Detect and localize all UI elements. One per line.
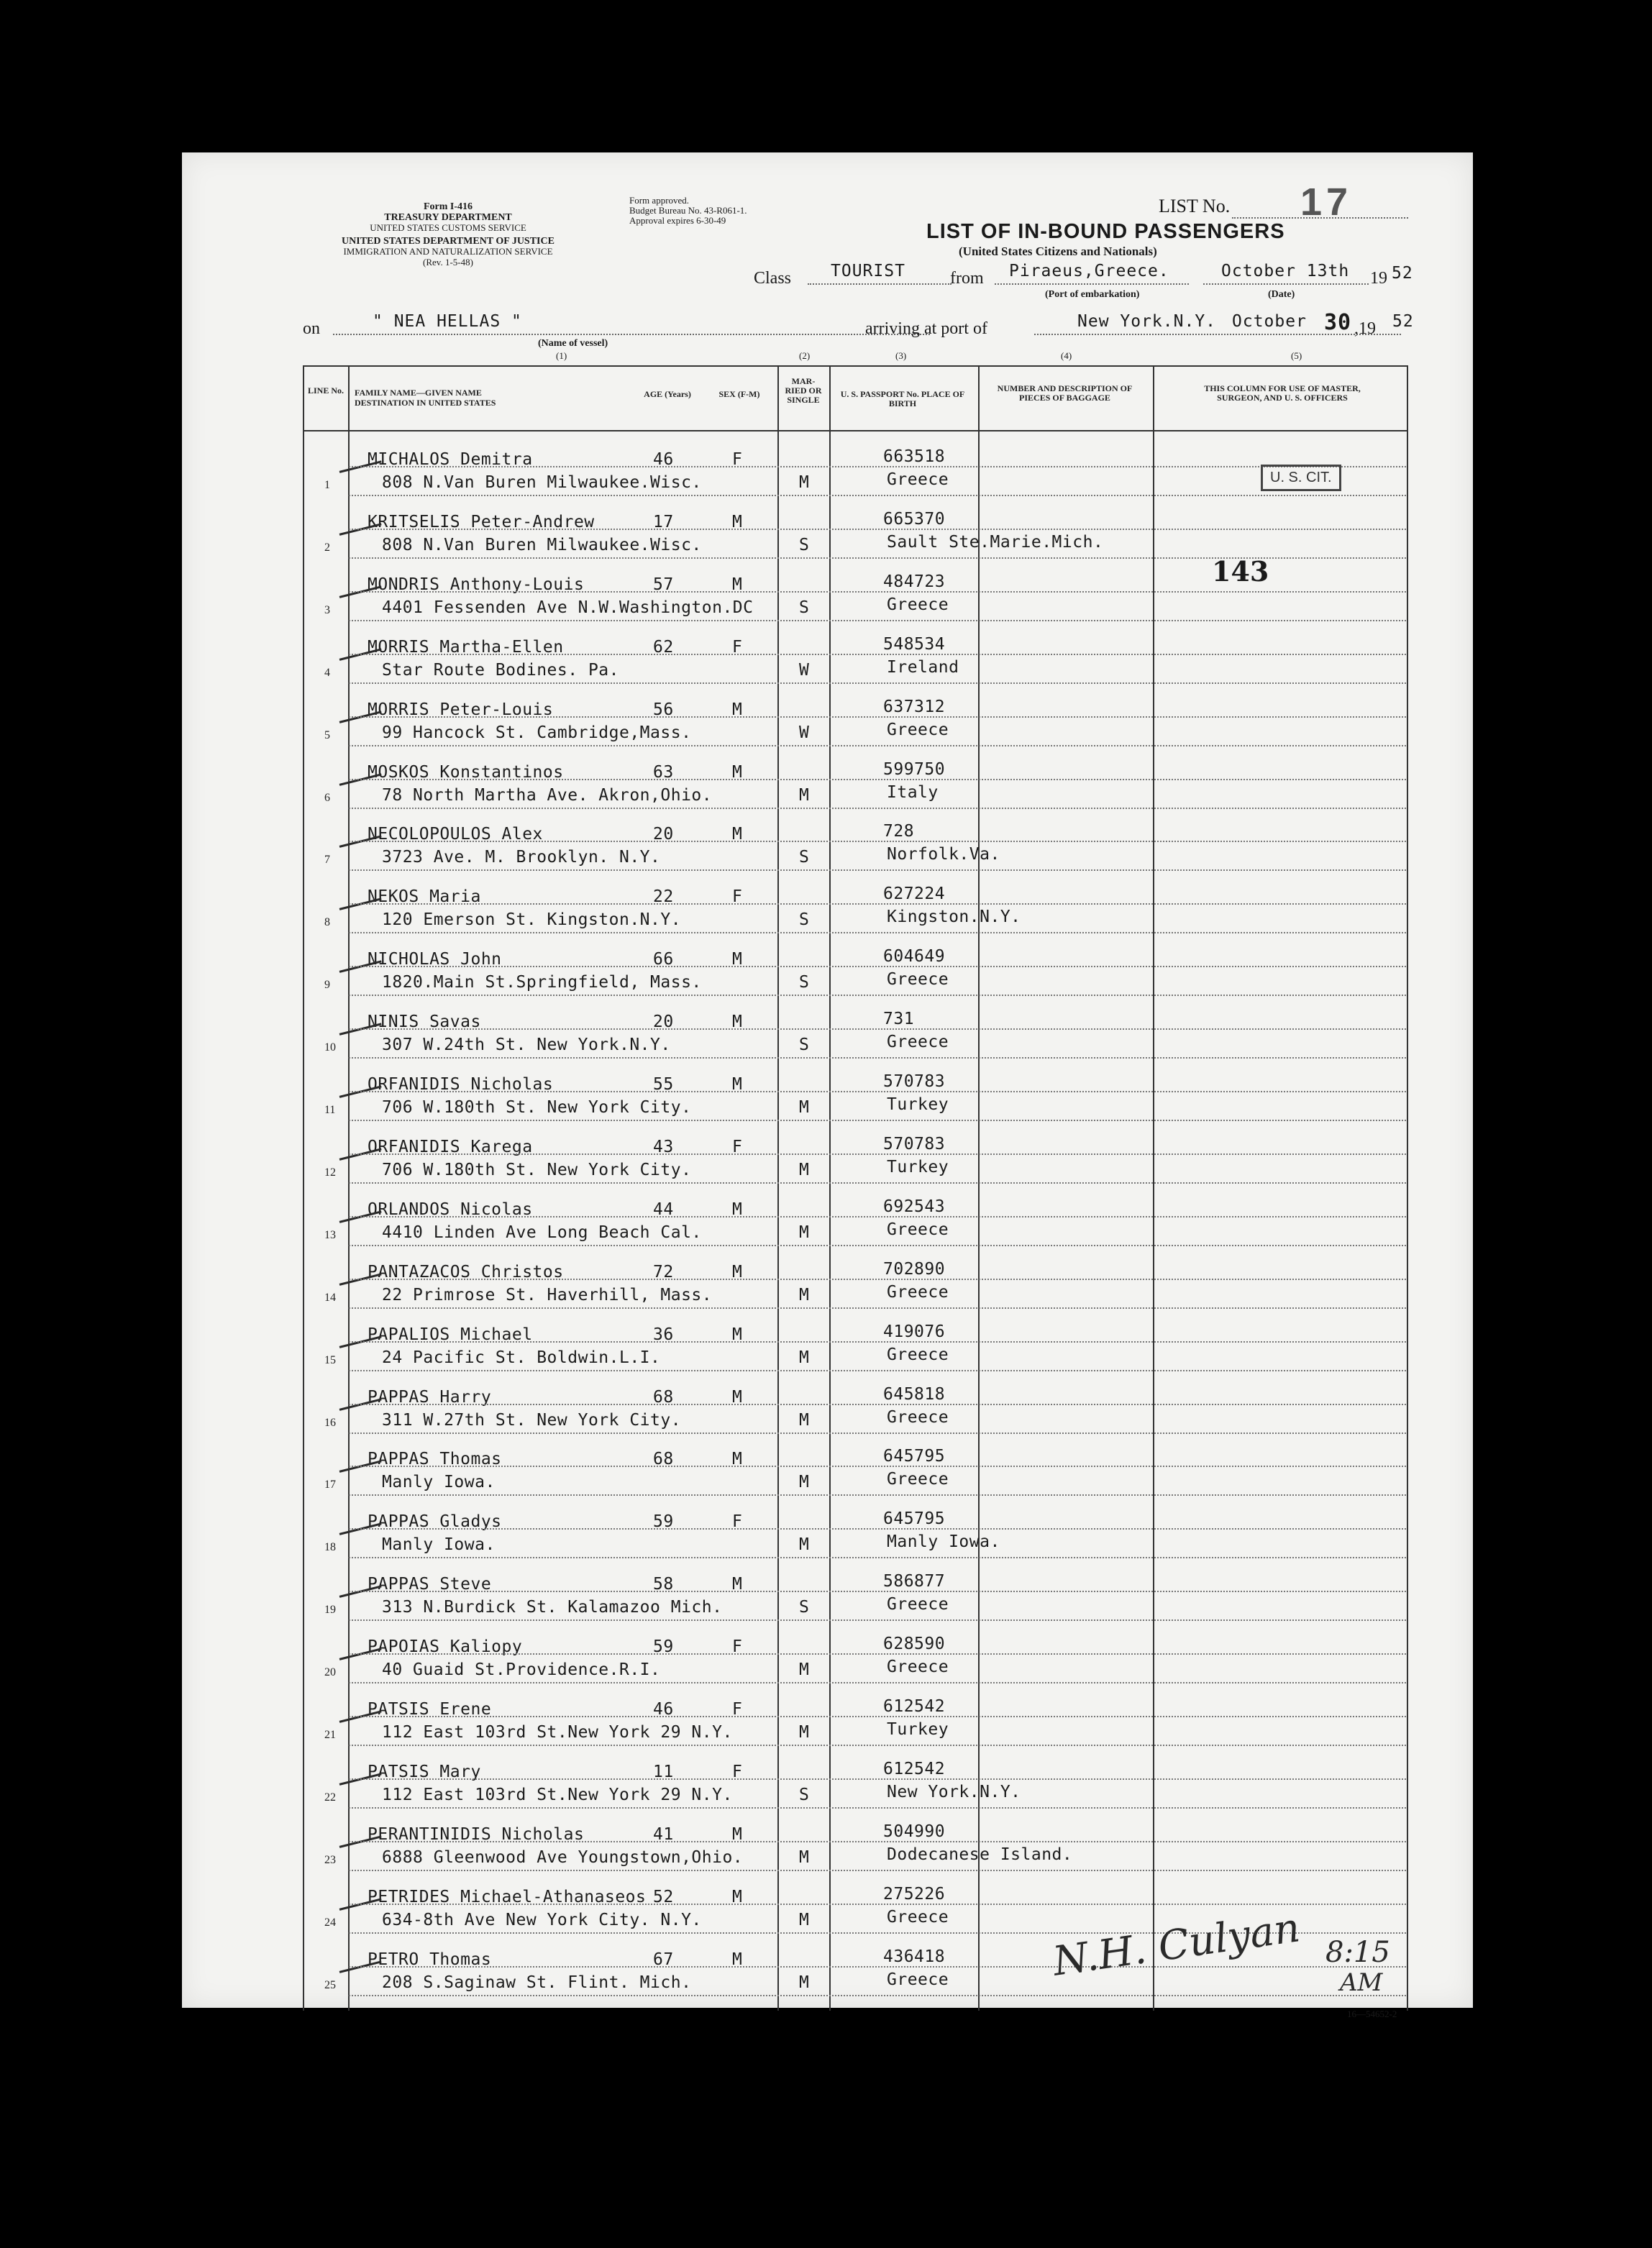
passenger-name: MONDRIS Anthony-Louis xyxy=(368,575,585,594)
passport-number: 419076 xyxy=(883,1322,946,1341)
date-label: (Date) xyxy=(1268,289,1295,300)
passenger-destination: 1820.Main St.Springfield, Mass. xyxy=(382,973,702,992)
line-number: 18 xyxy=(324,1541,336,1554)
passenger-name: MORRIS Martha-Ellen xyxy=(368,637,564,657)
passenger-marital-status: S xyxy=(799,598,810,617)
place-of-birth: Greece xyxy=(887,1282,949,1302)
passenger-marital-status: S xyxy=(799,910,810,930)
passenger-age: 22 xyxy=(653,887,674,907)
passport-number: 637312 xyxy=(883,697,946,716)
passport-number: 645795 xyxy=(883,1509,946,1529)
line-number: 23 xyxy=(324,1853,336,1866)
passenger-name: PATSIS Mary xyxy=(368,1762,481,1781)
place-of-birth: Greece xyxy=(887,1407,949,1427)
passenger-destination: 4410 Linden Ave Long Beach Cal. xyxy=(382,1223,702,1242)
place-of-birth: Turkey xyxy=(887,1720,949,1739)
customs-service: UNITED STATES CUSTOMS SERVICE xyxy=(370,222,526,233)
passenger-destination: 706 W.180th St. New York City. xyxy=(382,1160,692,1179)
line-number: 8 xyxy=(324,916,330,929)
line-number: 19 xyxy=(324,1604,336,1617)
place-of-birth: Ireland xyxy=(887,657,959,677)
table-row xyxy=(182,1499,1473,1561)
arrival-port: New York.N.Y. xyxy=(1077,312,1217,331)
passenger-marital-status: S xyxy=(799,973,810,992)
table-row xyxy=(182,1750,1473,1811)
passenger-sex: M xyxy=(732,1887,743,1906)
document-subtitle: (United States Citizens and Nationals) xyxy=(959,245,1157,258)
passenger-marital-status: M xyxy=(799,1723,810,1742)
passenger-name: PANTAZACOS Christos xyxy=(368,1262,564,1281)
passenger-name: MOSKOS Konstantinos xyxy=(368,762,564,782)
table-row xyxy=(182,1812,1473,1874)
vessel-name-label: (Name of vessel) xyxy=(538,338,608,349)
passenger-sex: M xyxy=(732,1387,743,1407)
line-number: 20 xyxy=(324,1666,336,1679)
passenger-destination: 311 W.27th St. New York City. xyxy=(382,1410,682,1430)
passenger-name: KRITSELIS Peter-Andrew xyxy=(368,512,595,531)
passenger-destination: 808 N.Van Buren Milwaukee.Wisc. xyxy=(382,473,702,492)
passenger-marital-status: M xyxy=(799,1098,810,1117)
inspector-signature: N.H. Culyan xyxy=(1050,1904,1303,1986)
place-of-birth: Greece xyxy=(887,595,949,614)
table-row xyxy=(182,1625,1473,1686)
passport-number: 728 xyxy=(883,822,915,841)
passport-number: 604649 xyxy=(883,947,946,967)
passenger-marital-status: M xyxy=(799,1223,810,1242)
passenger-destination: 120 Emerson St. Kingston.N.Y. xyxy=(382,910,682,930)
line-number: 3 xyxy=(324,603,330,616)
list-number: 17 xyxy=(1300,181,1353,224)
passenger-marital-status: M xyxy=(799,785,810,805)
table-row xyxy=(182,1187,1473,1249)
place-of-birth: Turkey xyxy=(887,1095,949,1114)
column-baggage: NUMBER AND DESCRIPTION OF PIECES OF BAGGAGE xyxy=(997,383,1133,403)
passenger-marital-status: M xyxy=(799,1410,810,1430)
form-number: Form I-416 xyxy=(423,201,473,212)
passenger-destination: 24 Pacific St. Boldwin.L.I. xyxy=(382,1348,661,1367)
passenger-name: PATSIS Erene xyxy=(368,1700,492,1719)
passenger-age: 41 xyxy=(653,1824,674,1844)
passenger-destination: 40 Guaid St.Providence.R.I. xyxy=(382,1660,661,1680)
column-passport: U. S. PASSPORT No. PLACE OF BIRTH xyxy=(840,389,965,408)
passenger-destination: 634-8th Ave New York City. N.Y. xyxy=(382,1910,702,1929)
passenger-marital-status: S xyxy=(799,1036,810,1055)
passenger-destination: 78 North Martha Ave. Akron,Ohio. xyxy=(382,785,713,805)
table-row xyxy=(182,562,1473,624)
place-of-birth: New York.N.Y. xyxy=(887,1782,1021,1801)
passenger-count: 143 xyxy=(1212,555,1269,588)
departure-year: 52 xyxy=(1392,264,1413,283)
place-of-birth: Greece xyxy=(887,1970,949,1989)
line-number: 22 xyxy=(324,1791,336,1804)
passenger-sex: F xyxy=(732,1637,743,1657)
passenger-sex: M xyxy=(732,1013,743,1032)
passenger-age: 20 xyxy=(653,1013,674,1032)
table-row xyxy=(182,812,1473,874)
passenger-marital-status: M xyxy=(799,1660,810,1680)
passenger-age: 62 xyxy=(653,637,674,657)
column-officers: THIS COLUMN FOR USE OF MASTER, SURGEON, AND U. S. OFFICERS xyxy=(1204,383,1361,403)
list-number-label: LIST No. xyxy=(1159,196,1231,216)
passenger-age: 68 xyxy=(653,1387,674,1407)
passenger-name: PAPPAS Harry xyxy=(368,1387,492,1407)
place-of-birth: Manly Iowa. xyxy=(887,1532,1000,1552)
passenger-age: 67 xyxy=(653,1950,674,1969)
passport-number: 570783 xyxy=(883,1072,946,1091)
line-number: 10 xyxy=(324,1041,336,1054)
column-married: MAR- RIED OR SINGLE xyxy=(785,376,822,405)
passenger-sex: M xyxy=(732,950,743,969)
line-number: 4 xyxy=(324,666,330,679)
from-label: from xyxy=(950,269,984,288)
passenger-destination: 6888 Gleenwood Ave Youngstown,Ohio. xyxy=(382,1847,744,1867)
passenger-sex: M xyxy=(732,1575,743,1594)
passport-number: 645818 xyxy=(883,1384,946,1404)
line-number: 25 xyxy=(324,1978,336,1991)
table-row xyxy=(182,874,1473,936)
passport-number: 599750 xyxy=(883,759,946,779)
line-number: 7 xyxy=(324,854,330,867)
passenger-name: PETRIDES Michael-Athanaseos xyxy=(368,1887,647,1906)
passport-number: 586877 xyxy=(883,1572,946,1591)
document-title: LIST OF IN-BOUND PASSENGERS xyxy=(926,220,1285,243)
passenger-sex: M xyxy=(732,1262,743,1281)
arrival-month: October xyxy=(1232,312,1307,331)
line-number: 15 xyxy=(324,1353,336,1366)
form-approved: Form approved. xyxy=(629,195,690,206)
vessel-name: " NEA HELLAS " xyxy=(373,312,522,331)
passenger-destination: 313 N.Burdick St. Kalamazoo Mich. xyxy=(382,1598,723,1617)
place-of-birth: Sault Ste.Marie.Mich. xyxy=(887,532,1104,552)
passenger-marital-status: M xyxy=(799,473,810,492)
embark-port: Piraeus,Greece. xyxy=(1009,262,1169,280)
passenger-name: ORLANDOS Nicolas xyxy=(368,1200,533,1219)
passport-number: 665370 xyxy=(883,509,946,529)
passenger-marital-status: M xyxy=(799,1973,810,1992)
passenger-sex: F xyxy=(732,1512,743,1532)
justice-dept: UNITED STATES DEPARTMENT OF JUSTICE xyxy=(342,236,555,247)
us-citizen-stamp: U. S. CIT. xyxy=(1261,465,1341,491)
passenger-age: 17 xyxy=(653,512,674,531)
line-number: 13 xyxy=(324,1228,336,1241)
budget-bureau: Budget Bureau No. 43-R061-1. xyxy=(629,205,747,216)
passport-number: 436418 xyxy=(883,1947,946,1966)
line-number: 9 xyxy=(324,979,330,992)
passenger-age: 11 xyxy=(653,1762,674,1781)
class-value: TOURIST xyxy=(831,262,905,280)
table-row xyxy=(182,1250,1473,1312)
passenger-marital-status: S xyxy=(799,1598,810,1617)
passport-number: 628590 xyxy=(883,1635,946,1654)
passenger-age: 46 xyxy=(653,1700,674,1719)
column-sex: SEX (F-M) xyxy=(718,389,760,399)
passenger-age: 46 xyxy=(653,450,674,469)
passenger-age: 44 xyxy=(653,1200,674,1219)
table-row xyxy=(182,1375,1473,1437)
port-embarkation-label: (Port of embarkation) xyxy=(1045,289,1140,300)
passenger-marital-status: S xyxy=(799,848,810,867)
line-number: 12 xyxy=(324,1166,336,1179)
passenger-age: 66 xyxy=(653,950,674,969)
passenger-name: ORFANIDIS Nicholas xyxy=(368,1075,554,1094)
table-row xyxy=(182,750,1473,812)
table-row xyxy=(182,937,1473,999)
arrival-day: 30 xyxy=(1324,310,1352,335)
passenger-destination: 706 W.180th St. New York City. xyxy=(382,1098,692,1117)
table-row xyxy=(182,500,1473,562)
table-row xyxy=(182,1000,1473,1061)
passenger-marital-status: M xyxy=(799,1847,810,1867)
inspection-time-ampm: AM xyxy=(1340,1968,1383,1997)
line-number: 14 xyxy=(324,1291,336,1304)
place-of-birth: Norfolk.Va. xyxy=(887,845,1000,864)
passenger-name: MICHALOS Demitra xyxy=(368,450,533,469)
place-of-birth: Greece xyxy=(887,1595,949,1614)
passenger-destination: 112 East 103rd St.New York 29 N.Y. xyxy=(382,1723,733,1742)
passenger-sex: F xyxy=(732,637,743,657)
passport-number: 484723 xyxy=(883,572,946,591)
table-row xyxy=(182,1437,1473,1499)
table-row xyxy=(182,1687,1473,1749)
column-age: AGE (Years) xyxy=(644,389,691,399)
passenger-sex: F xyxy=(732,1137,743,1156)
passenger-name: PAPPAS Gladys xyxy=(368,1512,502,1532)
passport-number: 612542 xyxy=(883,1759,946,1778)
passenger-marital-status: M xyxy=(799,1160,810,1179)
place-of-birth: Greece xyxy=(887,1033,949,1052)
manifest-page: Form I-416 TREASURY DEPARTMENT UNITED STATES CUSTOMS SERVICE UNITED STATES DEPARTMENT OF JUSTICE IMMIGRATION AND NATURALIZATION SERVICE (Rev. 1-5-48) Form approved. Budget Bureau No. 43-R061-1. Approval expires 6-30-49 LIST No. 17 LIST OF IN-BOUND PASSENGERS (United States Citizens and Nationals) Class TOURIST from Piraeus,Greece. (Port of embarkation) October 13th 19 52 (Date) on " NEA HELLAS " (Name of vessel) arriving at port of New York.N.Y. October 30 ,19 52 (1) (2) (3) (4) (5) LINE No. FAMILY NAME—GIVEN NAME DESTINATION IN UNITED STATES AGE (Years) SEX (F-M) MAR- RIED OR SINGLE U. S. PASSPORT No. PLACE OF BIRTH NUMBER AND DESCRIPTION OF PIECES OF BAGGAGE THIS COLUMN FOR USE OF MASTER, SURGEON, AND U. S. OFFICERS MICHALOS Demitra 46 F 808 N.Van Buren Milwaukee.Wisc. M 663518 Greece 1 KRITSELIS Peter-Andrew 17 M 808 N.Van Buren Milwaukee.Wisc. S 665370 Sault Ste.Marie.Mich. 2 MONDRIS Anthony-Louis 57 M 4401 Fessenden Ave N.W.Washington.DC S 484723 Greece 3 MORRIS Martha-Ellen 62 F Star Route Bodines. Pa. W 548534 Ireland 4 MORRIS Peter-Louis 56 M 99 Hancock St. Cambridge,Mass. W 637312 Greece 5 MOSKOS Konstantinos 63 M 78 North Martha Ave. Akron,Ohio. M 599750 Italy 6 NECOLOPOULOS Alex 20 M 3723 Ave. M. Brooklyn. N.Y. S 728 Norfolk.Va. 7 NEKOS Maria 22 F 120 Emerson St. Kingston.N.Y. S 627224 Kingston.N.Y. 8 NICHOLAS John 66 M 1820.Main St.Springfield, Mass. S 604649 Greece 9 NINIS Savas 20 M 307 W.24th St. New York.N.Y. S 731 Greece 10 ORFANIDIS Nicholas 55 M 706 W.180th St. New York City. M 570783 Turkey 11 ORFANIDIS Karega 43 F 706 W.180th St. New York City. M 570783 Turkey 12 ORLANDOS Nicolas 44 M 4410 Linden Ave Long Beach Cal. M 692543 Greece 13 PANTAZACOS Christos 72 M 22 Primrose St. Haverhill, Mass. M 702890 Greece 14 PAPALIOS Michael 36 M 24 Pacific St. Boldwin.L.I. M 419076 Greece 15 PAPPAS Harry 68 M 311 W.27th St. New York City. M 645818 Greece 16 PAPPAS Thomas 68 M Manly Iowa. M 645795 Greece 17 PAPPAS Gladys 59 F Manly Iowa. M 645795 Manly Iowa. 18 PAPPAS Steve 58 M 313 N.Burdick St. Kalamazoo Mich. S 586877 Greece 19 PAPOIAS Kaliopy 59 F 40 Guaid St.Providence.R.I. M 628590 Greece 20 PATSIS Erene 46 F 112 East 103rd St.New York 29 N.Y. M 612542 Turkey 21 PATSIS Mary 11 F 112 East 103rd St.New York 29 N.Y. S 612542 New York.N.Y. 22 PERANTINIDIS Nicholas 41 M 6888 Gleenwood Ave Youngstown,Ohio. M 504990 Dodecanese Island. 23 PETRIDES Michael-Athanaseos 52 M 634-8th Ave New York City. N.Y. M 275226 Greece 24 PETRO Thomas 67 M 208 S.Saginaw St. Flint. Mich. M 436418 Greece 25 U. S. CIT. 143 N.H. Culyan 8:15 AM 16—54652-2 xyxy=(182,152,1473,2008)
line-number: 17 xyxy=(324,1479,336,1491)
place-of-birth: Greece xyxy=(887,1345,949,1364)
line-number: 5 xyxy=(324,728,330,741)
passenger-age: 57 xyxy=(653,575,674,594)
table-row xyxy=(182,1312,1473,1374)
passenger-destination: 208 S.Saginaw St. Flint. Mich. xyxy=(382,1973,692,1992)
column-family-name: FAMILY NAME—GIVEN NAME xyxy=(355,388,482,398)
passenger-name: PAPOIAS Kaliopy xyxy=(368,1637,523,1657)
passenger-name: PAPPAS Steve xyxy=(368,1575,492,1594)
line-number: 24 xyxy=(324,1916,336,1929)
place-of-birth: Dodecanese Island. xyxy=(887,1845,1073,1864)
passenger-destination: Star Route Bodines. Pa. xyxy=(382,660,619,680)
passenger-sex: M xyxy=(732,1824,743,1844)
table-row xyxy=(182,687,1473,749)
passenger-destination: Manly Iowa. xyxy=(382,1535,496,1555)
passenger-sex: M xyxy=(732,1075,743,1094)
place-of-birth: Greece xyxy=(887,1658,949,1677)
place-of-birth: Turkey xyxy=(887,1157,949,1176)
column-line-no: LINE No. xyxy=(307,385,344,396)
passenger-age: 43 xyxy=(653,1137,674,1156)
passenger-marital-status: M xyxy=(799,1348,810,1367)
form-revision: (Rev. 1-5-48) xyxy=(423,257,473,268)
passenger-age: 72 xyxy=(653,1262,674,1281)
passenger-destination: 99 Hancock St. Cambridge,Mass. xyxy=(382,723,692,742)
on-label: on xyxy=(303,319,320,338)
passenger-destination: 808 N.Van Buren Milwaukee.Wisc. xyxy=(382,535,702,554)
passenger-sex: F xyxy=(732,1700,743,1719)
passenger-name: PERANTINIDIS Nicholas xyxy=(368,1824,585,1844)
table-row xyxy=(182,1562,1473,1624)
print-code: 16—54652-2 xyxy=(1347,2009,1397,2019)
passenger-age: 52 xyxy=(653,1887,674,1906)
passenger-destination: 4401 Fessenden Ave N.W.Washington.DC xyxy=(382,598,754,617)
line-number: 6 xyxy=(324,791,330,804)
passenger-sex: M xyxy=(732,1325,743,1344)
ins-service: IMMIGRATION AND NATURALIZATION SERVICE xyxy=(343,246,553,257)
passport-number: 731 xyxy=(883,1010,915,1029)
passport-number: 275226 xyxy=(883,1884,946,1904)
passenger-marital-status: S xyxy=(799,1785,810,1804)
class-label: Class xyxy=(754,269,792,288)
passenger-sex: M xyxy=(732,575,743,594)
passenger-marital-status: M xyxy=(799,1473,810,1492)
passenger-age: 68 xyxy=(653,1450,674,1469)
passenger-age: 55 xyxy=(653,1075,674,1094)
passport-number: 645795 xyxy=(883,1447,946,1466)
passenger-destination: 3723 Ave. M. Brooklyn. N.Y. xyxy=(382,848,661,867)
table-row xyxy=(182,625,1473,687)
line-number: 21 xyxy=(324,1729,336,1741)
passenger-age: 20 xyxy=(653,825,674,844)
passenger-marital-status: S xyxy=(799,535,810,554)
passenger-name: MORRIS Peter-Louis xyxy=(368,700,554,719)
passenger-destination: 307 W.24th St. New York.N.Y. xyxy=(382,1036,671,1055)
passport-number: 627224 xyxy=(883,885,946,904)
line-number: 1 xyxy=(324,479,330,491)
passport-number: 692543 xyxy=(883,1197,946,1216)
passenger-sex: F xyxy=(732,450,743,469)
passenger-age: 63 xyxy=(653,762,674,782)
passenger-sex: M xyxy=(732,1950,743,1969)
arrival-year: 52 xyxy=(1392,312,1414,331)
arriving-label: arriving at port of xyxy=(865,319,987,338)
passenger-sex: M xyxy=(732,1450,743,1469)
table-row xyxy=(182,1125,1473,1187)
passport-number: 612542 xyxy=(883,1697,946,1716)
approval-expires: Approval expires 6-30-49 xyxy=(629,215,726,226)
passenger-age: 56 xyxy=(653,700,674,719)
passport-number: 663518 xyxy=(883,447,946,466)
passport-number: 548534 xyxy=(883,634,946,654)
place-of-birth: Italy xyxy=(887,782,939,802)
place-of-birth: Kingston.N.Y. xyxy=(887,908,1021,927)
line-number: 16 xyxy=(324,1416,336,1429)
passenger-sex: M xyxy=(732,1200,743,1219)
passenger-sex: M xyxy=(732,512,743,531)
passenger-destination: Manly Iowa. xyxy=(382,1473,496,1492)
place-of-birth: Greece xyxy=(887,470,949,489)
table-row xyxy=(182,1062,1473,1124)
passenger-marital-status: M xyxy=(799,1910,810,1929)
passenger-name: NEKOS Maria xyxy=(368,887,481,907)
passenger-age: 58 xyxy=(653,1575,674,1594)
departure-date: October 13th xyxy=(1221,262,1350,280)
passport-number: 570783 xyxy=(883,1134,946,1153)
place-of-birth: Greece xyxy=(887,1470,949,1489)
passenger-sex: M xyxy=(732,762,743,782)
passenger-age: 59 xyxy=(653,1637,674,1657)
passenger-marital-status: M xyxy=(799,1535,810,1555)
passenger-name: PAPPAS Thomas xyxy=(368,1450,502,1469)
passenger-age: 59 xyxy=(653,1512,674,1532)
place-of-birth: Greece xyxy=(887,1220,949,1239)
passenger-destination: 22 Primrose St. Haverhill, Mass. xyxy=(382,1285,713,1305)
place-of-birth: Greece xyxy=(887,970,949,990)
passenger-destination: 112 East 103rd St.New York 29 N.Y. xyxy=(382,1785,733,1804)
passenger-marital-status: W xyxy=(799,723,810,742)
passenger-sex: M xyxy=(732,700,743,719)
line-number: 11 xyxy=(324,1104,336,1116)
passenger-name: NECOLOPOULOS Alex xyxy=(368,825,543,844)
line-number: 2 xyxy=(324,541,330,554)
inspection-time: 8:15 xyxy=(1325,1936,1390,1969)
place-of-birth: Greece xyxy=(887,1907,949,1927)
passenger-name: PAPALIOS Michael xyxy=(368,1325,533,1344)
place-of-birth: Greece xyxy=(887,720,949,739)
column-destination: DESTINATION IN UNITED STATES xyxy=(355,398,496,408)
treasury-dept: TREASURY DEPARTMENT xyxy=(384,212,512,223)
passenger-sex: F xyxy=(732,887,743,907)
passenger-name: NICHOLAS John xyxy=(368,950,502,969)
passenger-sex: M xyxy=(732,825,743,844)
passenger-sex: F xyxy=(732,1762,743,1781)
passport-number: 504990 xyxy=(883,1822,946,1841)
passenger-marital-status: M xyxy=(799,1285,810,1305)
passenger-age: 36 xyxy=(653,1325,674,1344)
passenger-name: PETRO Thomas xyxy=(368,1950,492,1969)
passport-number: 702890 xyxy=(883,1259,946,1279)
passenger-name: NINIS Savas xyxy=(368,1013,481,1032)
passenger-name: ORFANIDIS Karega xyxy=(368,1137,533,1156)
passenger-marital-status: W xyxy=(799,660,810,680)
